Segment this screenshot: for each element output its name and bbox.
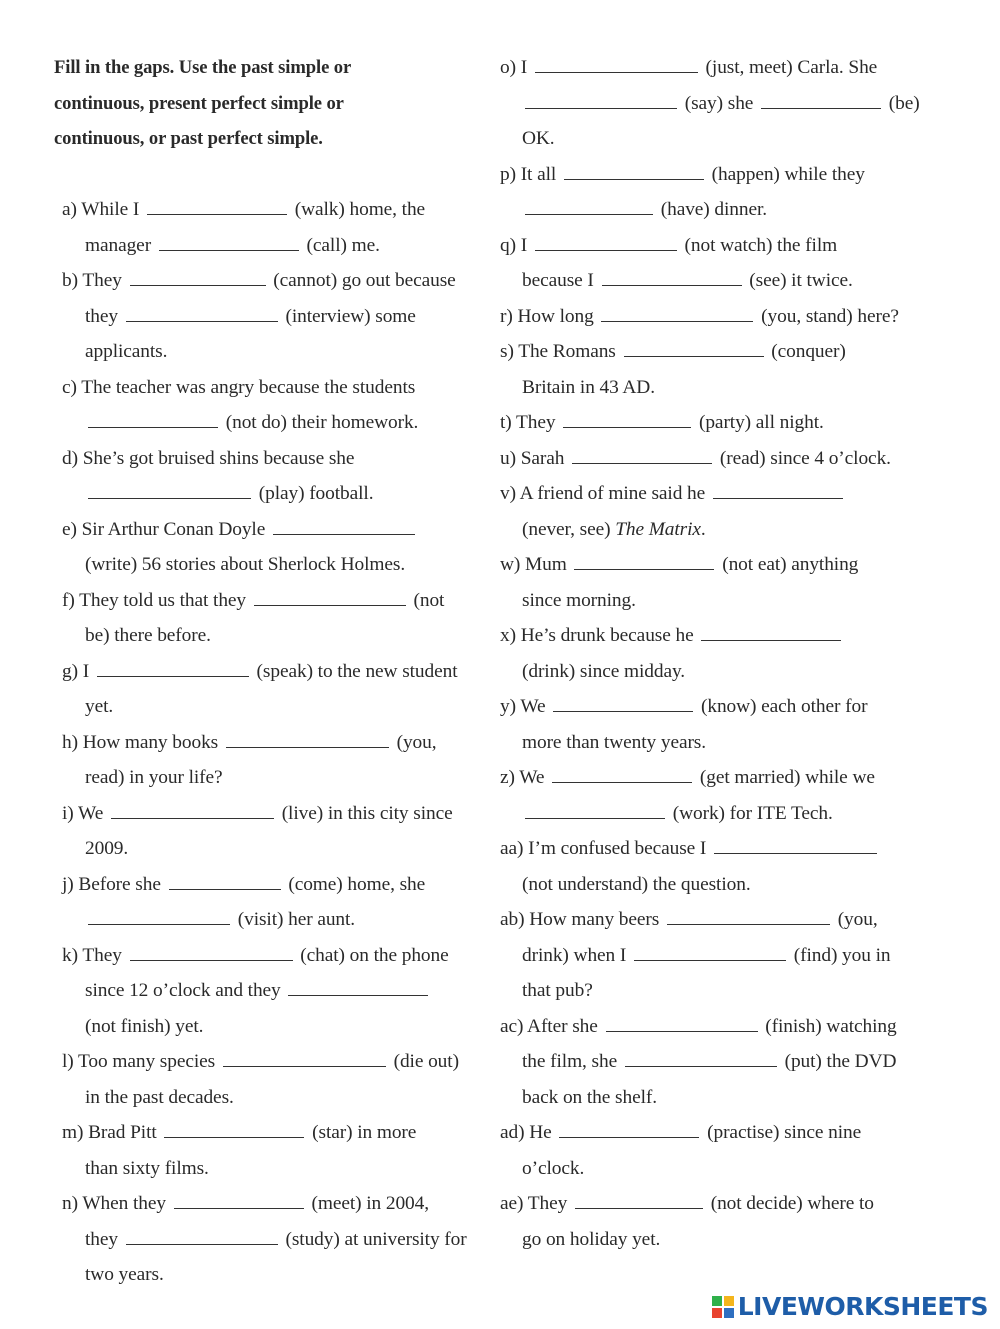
- exercise-line: [54, 370, 490, 406]
- line-text: (get married) while we: [695, 767, 875, 788]
- exercise-line: [54, 796, 490, 832]
- answer-gap[interactable]: [606, 1030, 758, 1032]
- exercise-line: [500, 583, 940, 619]
- line-text: m) Brad Pitt: [62, 1122, 162, 1143]
- line-text: (practise) since nine: [702, 1122, 862, 1143]
- line-text: w) Mum: [500, 554, 572, 575]
- exercise-line: [500, 867, 940, 903]
- exercise-line: [54, 760, 490, 796]
- answer-gap[interactable]: [634, 959, 786, 961]
- line-text: (call) me.: [301, 234, 380, 256]
- line-text: ab) How many beers: [500, 909, 664, 930]
- exercise-line: [54, 1257, 490, 1293]
- line-text: back on the shelf.: [522, 1086, 657, 1108]
- line-text: (die out): [388, 1051, 459, 1072]
- line-text: g) I: [62, 660, 94, 682]
- line-text: (play) football.: [254, 483, 374, 504]
- answer-gap[interactable]: [273, 533, 415, 535]
- exercise-line: [500, 1115, 940, 1151]
- line-text: ad) He: [500, 1122, 557, 1143]
- exercise-line: [500, 547, 940, 583]
- line-text: (meet) in 2004,: [306, 1193, 429, 1214]
- instructions-line: continuous, or past perfect simple.: [54, 128, 323, 149]
- answer-gap[interactable]: [574, 568, 714, 570]
- line-text: e) Sir Arthur Conan Doyle: [62, 518, 270, 540]
- exercise-line: [500, 725, 940, 761]
- line-text: (conquer): [766, 341, 846, 362]
- line-text: (star) in more: [307, 1122, 417, 1143]
- answer-gap[interactable]: [88, 923, 230, 925]
- exercise-line: [54, 725, 490, 761]
- spacer: [54, 157, 490, 193]
- line-text: than sixty films.: [85, 1157, 209, 1179]
- answer-gap[interactable]: [226, 746, 389, 748]
- line-text: f) They told us that they: [62, 589, 251, 611]
- answer-gap[interactable]: [525, 107, 677, 109]
- exercise-line: [500, 1186, 940, 1222]
- line-text: more than twenty years.: [522, 731, 707, 753]
- exercise-line: [54, 299, 490, 335]
- answer-gap[interactable]: [164, 1136, 304, 1138]
- line-text: o) I: [500, 57, 532, 78]
- exercise-line: [500, 938, 940, 974]
- line-text: a) While I: [62, 199, 144, 220]
- line-text: since 12 o’clock and they: [85, 980, 286, 1001]
- line-text: q) I: [500, 234, 532, 256]
- line-text: (not eat) anything: [717, 554, 859, 575]
- line-text: y) We: [500, 696, 551, 717]
- exercise-line: [500, 831, 940, 867]
- answer-gap[interactable]: [564, 178, 704, 180]
- exercise-line: [54, 441, 490, 477]
- line-text: that pub?: [522, 980, 593, 1001]
- line-text: b) They: [62, 270, 127, 291]
- exercise-line: [500, 618, 940, 654]
- line-text: manager: [85, 234, 156, 256]
- line-text: in the past decades.: [85, 1086, 234, 1108]
- exercise-line: [54, 1044, 490, 1080]
- answer-gap[interactable]: [288, 994, 428, 996]
- exercise-line: [54, 192, 490, 228]
- answer-gap[interactable]: [130, 959, 293, 961]
- exercise-line: [54, 973, 490, 1009]
- line-text: the film, she: [522, 1051, 622, 1072]
- line-text: (speak) to the new student: [251, 660, 458, 682]
- answer-gap[interactable]: [535, 249, 677, 251]
- exercise-line: [500, 86, 940, 122]
- exercise-line: [54, 512, 490, 548]
- line-text: (drink) since midday.: [522, 660, 686, 682]
- exercise-line: [54, 405, 490, 441]
- left-column: [54, 50, 490, 1293]
- answer-gap[interactable]: [130, 284, 266, 286]
- line-text: (walk) home, the: [290, 199, 426, 220]
- line-text: k) They: [62, 944, 127, 966]
- line-text: two years.: [85, 1264, 164, 1285]
- line-text: (interview) some: [280, 305, 416, 327]
- exercise-line: [500, 902, 940, 938]
- instructions-line: continuous, present perfect simple or: [54, 92, 344, 114]
- answer-gap[interactable]: [553, 710, 693, 712]
- answer-gap[interactable]: [88, 426, 218, 428]
- exercise-line: [500, 441, 940, 477]
- line-text: drink) when I: [522, 944, 631, 966]
- line-text: j) Before she: [62, 873, 166, 895]
- line-text: o’clock.: [522, 1157, 585, 1179]
- line-text: t) They: [500, 412, 561, 433]
- answer-gap[interactable]: [254, 604, 406, 606]
- line-text: (you,: [391, 731, 437, 753]
- line-text: (say) she: [680, 92, 759, 114]
- exercise-line: [54, 583, 490, 619]
- line-text: they: [85, 1228, 123, 1250]
- line-text: (come) home, she: [283, 873, 426, 895]
- line-text: (you,: [832, 909, 878, 930]
- exercise-line: [500, 334, 940, 370]
- answer-gap[interactable]: [601, 320, 753, 322]
- answer-gap[interactable]: [624, 355, 764, 357]
- line-text: z) We: [500, 767, 550, 788]
- answer-gap[interactable]: [625, 1065, 777, 1067]
- answer-gap[interactable]: [572, 462, 712, 464]
- line-text: h) How many books: [62, 731, 223, 753]
- answer-gap[interactable]: [575, 1207, 703, 1209]
- instructions-line: Fill in the gaps. Use the past simple or: [54, 57, 352, 78]
- exercise-line: [54, 618, 490, 654]
- line-text: be) there before.: [85, 625, 211, 646]
- answer-gap[interactable]: [97, 675, 249, 677]
- answer-gap[interactable]: [111, 817, 274, 819]
- exercise-line: [54, 1009, 490, 1045]
- answer-gap[interactable]: [525, 817, 665, 819]
- exercise-line: [500, 228, 940, 264]
- line-text: (read) since 4 o’clock.: [715, 447, 891, 469]
- line-text: s) The Romans: [500, 341, 621, 362]
- line-text: (find) you in: [789, 944, 891, 966]
- exercise-line: [54, 654, 490, 690]
- exercise-line: [54, 1186, 490, 1222]
- exercise-line: [500, 476, 940, 512]
- line-text: n) When they: [62, 1193, 171, 1214]
- line-text: they: [85, 305, 123, 327]
- line-text: c) The teacher was angry because the students: [62, 376, 416, 398]
- answer-gap[interactable]: [126, 320, 278, 322]
- line-text: (happen) while they: [706, 163, 865, 185]
- line-text: (be): [884, 92, 920, 114]
- exercise-line: [500, 973, 940, 1009]
- exercise-line: [54, 1115, 490, 1151]
- line-text: (put) the DVD: [779, 1051, 897, 1072]
- line-text: (not do) their homework.: [221, 412, 419, 433]
- line-text: (not decide) where to: [705, 1193, 874, 1214]
- right-column: [500, 50, 940, 1257]
- line-text: (know) each other for: [696, 696, 868, 717]
- exercise-line: [500, 1222, 940, 1258]
- line-text: x) He’s drunk because he: [500, 625, 699, 646]
- line-text: because I: [522, 270, 599, 291]
- answer-gap[interactable]: [701, 639, 841, 641]
- line-text: r) How long: [500, 305, 599, 327]
- line-text: go on holiday yet.: [522, 1228, 661, 1250]
- exercise-line: [500, 1044, 940, 1080]
- exercise-line: [54, 867, 490, 903]
- exercise-line: [54, 228, 490, 264]
- exercise-line: [500, 157, 940, 193]
- exercise-line: [500, 370, 940, 406]
- exercise-line: [54, 547, 490, 583]
- answer-gap[interactable]: [714, 852, 877, 854]
- answer-gap[interactable]: [525, 213, 653, 215]
- exercise-line: [500, 299, 940, 335]
- line-text: since morning.: [522, 589, 636, 611]
- line-text: p) It all: [500, 163, 561, 185]
- exercise-line: [54, 689, 490, 725]
- line-text: Britain in 43 AD.: [522, 376, 655, 398]
- exercise-line: [500, 1151, 940, 1187]
- exercise-line: [54, 902, 490, 938]
- line-text: (have) dinner.: [656, 199, 768, 220]
- exercise-line: [500, 263, 940, 299]
- line-text: (not: [408, 589, 445, 611]
- line-text: (see) it twice.: [744, 270, 853, 291]
- line-text: (not understand) the question.: [522, 873, 751, 895]
- line-text: (you, stand) here?: [756, 305, 899, 327]
- answer-gap[interactable]: [223, 1065, 386, 1067]
- line-text: (not finish) yet.: [85, 1015, 204, 1037]
- answer-gap[interactable]: [552, 781, 692, 783]
- exercise-line: [500, 121, 940, 157]
- exercise-line: [54, 476, 490, 512]
- line-text: OK.: [522, 128, 555, 149]
- line-text: (work) for ITE Tech.: [668, 802, 833, 824]
- line-text: yet.: [85, 696, 114, 717]
- answer-gap[interactable]: [563, 426, 691, 428]
- line-text: 2009.: [85, 838, 129, 859]
- answer-gap[interactable]: [88, 497, 251, 499]
- answer-gap[interactable]: [667, 923, 830, 925]
- line-text: ac) After she: [500, 1015, 603, 1037]
- exercise-line: [54, 938, 490, 974]
- liveworksheets-brand: LIVEWORKSHEETS: [737, 1292, 988, 1321]
- line-text: read) in your life?: [85, 767, 223, 788]
- line-text: d) She’s got bruised shins because she: [62, 447, 355, 469]
- liveworksheets-logo: [712, 1292, 988, 1321]
- line-text: (write) 56 stories about Sherlock Holmes.: [85, 554, 406, 575]
- line-text: applicants.: [85, 341, 168, 362]
- line-text: l) Too many species: [62, 1051, 220, 1072]
- answer-gap[interactable]: [761, 107, 881, 109]
- answer-gap[interactable]: [169, 888, 281, 890]
- line-text: (party) all night.: [694, 412, 824, 433]
- line-text: (cannot) go out because: [268, 270, 456, 291]
- line-text: (visit) her aunt.: [233, 909, 356, 930]
- exercise-line: [54, 1222, 490, 1258]
- answer-gap[interactable]: [126, 1243, 278, 1245]
- exercise-line: [500, 760, 940, 796]
- exercise-line: [54, 1080, 490, 1116]
- answer-gap[interactable]: [535, 71, 698, 73]
- exercise-line: [500, 512, 940, 548]
- line-text: (not watch) the film: [679, 234, 838, 256]
- exercise-line: [500, 796, 940, 832]
- exercise-line: [500, 50, 940, 86]
- liveworksheets-logo-icon: [712, 1296, 734, 1318]
- exercise-line: [54, 1151, 490, 1187]
- line-text: (just, meet) Carla. She: [700, 57, 878, 78]
- exercise-line: [500, 1080, 940, 1116]
- line-text: (chat) on the phone: [295, 944, 449, 966]
- answer-gap[interactable]: [602, 284, 742, 286]
- line-text: v) A friend of mine said he: [500, 483, 710, 504]
- line-text: (never, see): [522, 518, 616, 540]
- exercise-line: [54, 263, 490, 299]
- line-text: i) We: [62, 802, 108, 824]
- exercise-line: [500, 1009, 940, 1045]
- line-text: (finish) watching: [760, 1015, 897, 1037]
- exercise-line: [500, 405, 940, 441]
- exercise-line: [500, 192, 940, 228]
- line-text: (live) in this city since: [276, 802, 453, 824]
- exercise-line: [500, 689, 940, 725]
- exercise-line: [54, 334, 490, 370]
- answer-gap[interactable]: [174, 1207, 304, 1209]
- answer-gap[interactable]: [559, 1136, 699, 1138]
- exercise-line: [54, 831, 490, 867]
- answer-gap[interactable]: [713, 497, 843, 499]
- answer-gap[interactable]: [159, 249, 299, 251]
- line-text: (study) at university for: [280, 1228, 467, 1250]
- answer-gap[interactable]: [147, 213, 287, 215]
- line-text: u) Sarah: [500, 447, 570, 469]
- exercise-line: [500, 654, 940, 690]
- line-text: aa) I’m confused because I: [500, 838, 712, 859]
- line-text: .: [700, 518, 706, 540]
- italic-title: The Matrix: [615, 518, 701, 540]
- line-text: ae) They: [500, 1193, 572, 1214]
